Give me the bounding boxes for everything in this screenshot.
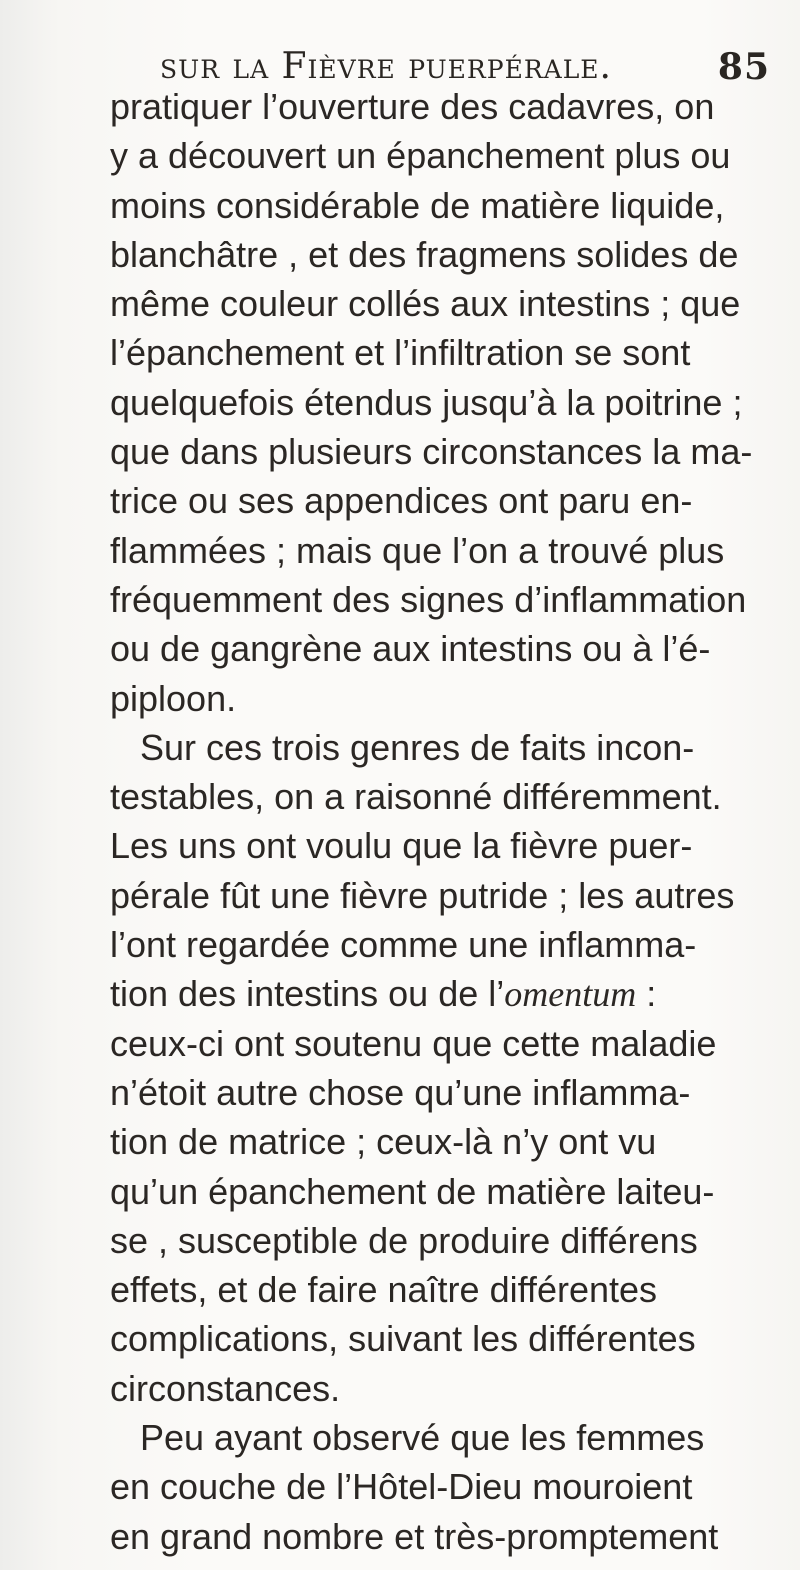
text-line: flammées ; mais que l’on a trouvé plus <box>110 529 725 571</box>
text-line: moins considérable de matière liquide, <box>110 184 725 226</box>
text-fragment: l’ <box>488 973 505 1015</box>
text-line: pérale fût une fièvre putride ; les autres <box>110 874 735 916</box>
text-line: ceux-ci ont soutenu que cette maladie <box>110 1022 717 1064</box>
text-line: se , susceptible de produire différens <box>110 1219 698 1261</box>
body-text <box>110 82 770 1561</box>
text-line: Peu ayant observé que les femmes <box>140 1417 705 1459</box>
italic-word: omentum <box>504 974 637 1015</box>
text-line: n’étoit autre chose qu’une inflamma- <box>110 1071 691 1113</box>
text-line: testables, on a raisonné différemment. <box>110 776 722 818</box>
text-line: effets, et de faire naître différentes <box>110 1269 658 1311</box>
text-line: y a découvert un épanchement plus ou <box>110 135 731 177</box>
text-line: en grand nombre et très-promptement <box>110 1515 719 1557</box>
text-line: même couleur collés aux intestins ; que <box>110 283 741 325</box>
page-number: 85 <box>717 46 770 88</box>
text-line: tion de matrice ; ceux-là n’y ont vu <box>110 1121 657 1163</box>
text-line: Sur ces trois genres de faits incon- <box>140 726 695 768</box>
text-line: blanchâtre , et des fragmens solides de <box>110 233 739 275</box>
text-line: l’épanchement et l’infiltration se sont <box>110 332 691 374</box>
text-line: l’ont regardée comme une inflamma- <box>110 924 697 966</box>
running-title: sur la Fièvre puerpérale. <box>160 46 613 87</box>
text-line: piploon. <box>110 677 237 719</box>
text-line: Les uns ont voulu que la fièvre puer- <box>110 825 693 867</box>
text-line: ou de gangrène aux intestins ou à l’é- <box>110 628 711 670</box>
text-fragment: : <box>636 973 657 1015</box>
text-line: pratiquer l’ouverture des cadavres, on <box>110 86 715 127</box>
text-line <box>110 969 770 1018</box>
text-line: qu’un épanchement de matière laiteu- <box>110 1170 715 1212</box>
text-line: complications, suivant les différentes <box>110 1318 696 1360</box>
text-line: circonstances. <box>110 1367 341 1409</box>
text-line: fréquemment des signes d’inflammation <box>110 578 747 620</box>
text-line: quelquefois étendus jusqu’à la poitrine ; <box>110 381 743 423</box>
text-line: que dans plusieurs circonstances la ma- <box>110 431 753 473</box>
text-line: en couche de l’Hôtel-Dieu mouroient <box>110 1466 693 1508</box>
text-fragment: tion des intestins ou de <box>110 973 489 1015</box>
text-line: trice ou ses appendices ont paru en- <box>110 480 693 522</box>
